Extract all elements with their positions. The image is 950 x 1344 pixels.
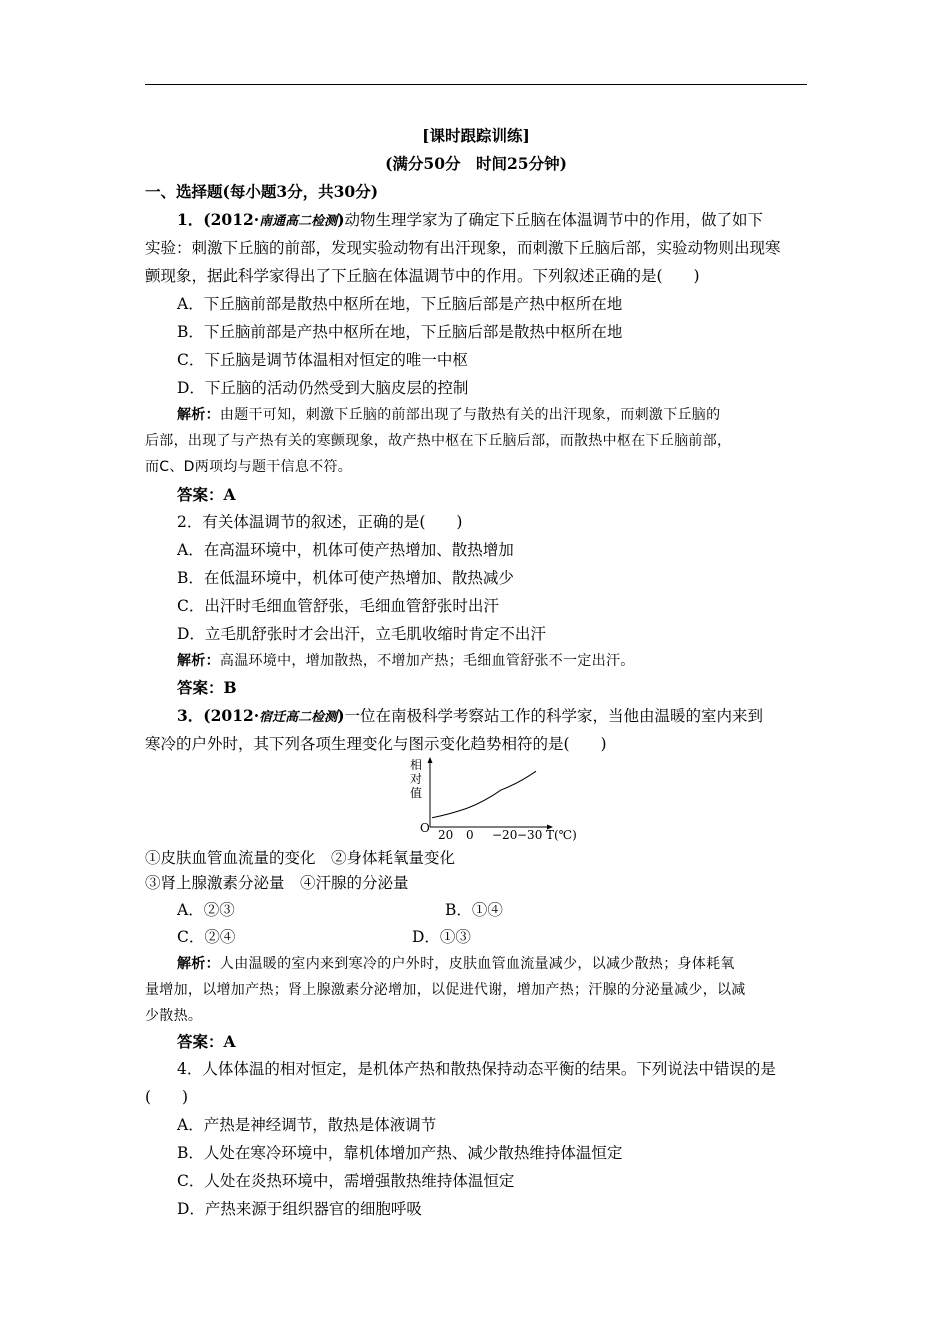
q2-option-d: D．立毛肌舒张时才会出汗，立毛肌收缩时肯定不出汗 bbox=[177, 625, 546, 643]
q1-option-a: A．下丘脑前部是散热中枢所在地，下丘脑后部是产热中枢所在地 bbox=[177, 295, 623, 313]
x-tick-minus-30: −30 bbox=[517, 828, 543, 841]
y-label-char-2: 对 bbox=[410, 772, 423, 786]
q1-explanation-line3: 而C、D两项均与题干信息不符。 bbox=[145, 459, 353, 475]
q3-option-d: D．①③ bbox=[412, 928, 471, 946]
q3-items-line1: ①皮肤血管血流量的变化 ②身体耗氧量变化 bbox=[145, 849, 456, 867]
q3-source-close: ) bbox=[337, 706, 345, 725]
q2-option-a: A．在高温环境中，机体可使产热增加、散热增加 bbox=[177, 541, 514, 559]
q2-option-c: C．出汗时毛细血管舒张，毛细血管舒张时出汗 bbox=[177, 597, 499, 615]
section-heading: 一、选择题(每小题3分，共30分) bbox=[145, 182, 379, 201]
x-tick-minus-20: −20 bbox=[492, 828, 518, 841]
q1-stem-text: 动物生理学家为了确定下丘脑在体温调节中的作用，做了如下 bbox=[344, 211, 764, 229]
q2-stem: 2．有关体温调节的叙述，正确的是( ) bbox=[177, 513, 463, 531]
q1-explanation-line1 bbox=[177, 404, 720, 426]
q3-number: 3． bbox=[177, 706, 204, 725]
q1-explanation-text: 由题干可知，刺激下丘脑的前部出现了与散热有关的出汗现象，而刺激下丘脑的 bbox=[219, 407, 721, 423]
q1-answer bbox=[177, 484, 236, 506]
q3-stem-line2: 寒冷的户外时，其下列各项生理变化与图示变化趋势相符的是( ) bbox=[145, 735, 607, 753]
y-axis-arrow bbox=[428, 757, 433, 763]
q3-year: (2012· bbox=[203, 706, 260, 725]
q3-line-chart bbox=[408, 757, 578, 841]
q4-option-a: A．产热是神经调节，散热是体液调节 bbox=[177, 1116, 437, 1134]
q2-explanation-label: 解析： bbox=[177, 653, 220, 669]
q3-explanation-line1 bbox=[177, 953, 735, 975]
q2-answer-label: 答案： bbox=[177, 678, 224, 697]
q1-stem-line1 bbox=[177, 209, 763, 233]
q1-explanation-line2: 后部，出现了与产热有关的寒颤现象，故产热中枢在下丘脑后部，而散热中枢在下丘脑前部， bbox=[145, 433, 732, 449]
q1-explanation-label: 解析： bbox=[177, 407, 220, 423]
y-label-char-3: 值 bbox=[410, 786, 423, 800]
q3-explanation-text: 人由温暖的室内来到寒冷的户外时，皮肤血管血流量减少，以减少散热；身体耗氧 bbox=[219, 956, 735, 972]
q4-option-b: B．人处在寒冷环境中，靠机体增加产热、减少散热维持体温恒定 bbox=[177, 1144, 623, 1162]
q4-option-c: C．人处在炎热环境中，需增强散热维持体温恒定 bbox=[177, 1172, 515, 1190]
q1-answer-label: 答案： bbox=[177, 485, 224, 504]
x-tick-0: 0 bbox=[466, 828, 474, 841]
q1-option-c: C．下丘脑是调节体温相对恒定的唯一中枢 bbox=[177, 351, 468, 369]
worksheet-subtitle: (满分50分 时间25分钟) bbox=[385, 154, 567, 173]
q3-source: 宿迁高二检测 bbox=[259, 710, 338, 725]
q3-explanation-line3: 少散热。 bbox=[145, 1008, 203, 1024]
q1-number: 1． bbox=[177, 210, 204, 229]
header-rule bbox=[145, 84, 807, 85]
q3-stem-line1 bbox=[177, 705, 763, 729]
q1-stem-line3: 颤现象，据此科学家得出了下丘脑在体温调节中的作用。下列叙述正确的是( ) bbox=[145, 267, 700, 285]
x-tick-20: 20 bbox=[438, 828, 454, 841]
q3-option-a: A．②③ bbox=[177, 901, 235, 919]
series-curve bbox=[432, 771, 536, 818]
q1-stem-line2: 实验：刺激下丘脑的前部，发现实验动物有出汗现象，而刺激下丘脑后部，实验动物则出现寒 bbox=[145, 239, 781, 257]
q3-option-c: C．②④ bbox=[177, 928, 236, 946]
origin-label: O bbox=[420, 821, 430, 835]
q1-source: 南通高二检测 bbox=[259, 214, 338, 229]
q1-year: (2012· bbox=[203, 210, 260, 229]
q2-option-b: B．在低温环境中，机体可使产热增加、散热减少 bbox=[177, 569, 514, 587]
y-label-char-1: 相 bbox=[410, 758, 423, 772]
x-axis-label: T(℃) bbox=[546, 828, 577, 841]
q3-answer bbox=[177, 1031, 236, 1053]
q4-option-d: D．产热来源于组织器官的细胞呼吸 bbox=[177, 1200, 422, 1218]
q3-answer-label: 答案： bbox=[177, 1032, 224, 1051]
q1-option-d: D．下丘脑的活动仍然受到大脑皮层的控制 bbox=[177, 379, 469, 397]
q2-answer bbox=[177, 677, 237, 699]
q1-option-b: B．下丘脑前部是产热中枢所在地，下丘脑后部是散热中枢所在地 bbox=[177, 323, 623, 341]
q3-explanation-line2: 量增加，以增加产热；肾上腺激素分泌增加，以促进代谢，增加产热；汗腺的分泌量减少，以减 bbox=[145, 982, 746, 998]
worksheet-title: [课时跟踪训练] bbox=[422, 126, 530, 145]
q1-answer-value: A bbox=[223, 485, 236, 504]
q2-explanation-text: 高温环境中，增加散热，不增加产热；毛细血管舒张不一定出汗。 bbox=[219, 653, 635, 669]
q3-answer-value: A bbox=[223, 1032, 236, 1051]
q4-stem-line2: ( ) bbox=[145, 1088, 189, 1106]
q1-source-close: ) bbox=[337, 210, 345, 229]
q3-items-line2: ③肾上腺激素分泌量 ④汗腺的分泌量 bbox=[145, 874, 409, 892]
q4-stem-line1: 4．人体体温的相对恒定，是机体产热和散热保持动态平衡的结果。下列说法中错误的是 bbox=[177, 1060, 776, 1078]
q3-option-b: B．①④ bbox=[445, 901, 503, 919]
x-tick-labels bbox=[438, 828, 542, 841]
q2-explanation bbox=[177, 650, 635, 672]
q3-stem-text: 一位在南极科学考察站工作的科学家，当他由温暖的室内来到 bbox=[344, 707, 764, 725]
q2-answer-value: B bbox=[223, 678, 237, 697]
q3-explanation-label: 解析： bbox=[177, 956, 220, 972]
